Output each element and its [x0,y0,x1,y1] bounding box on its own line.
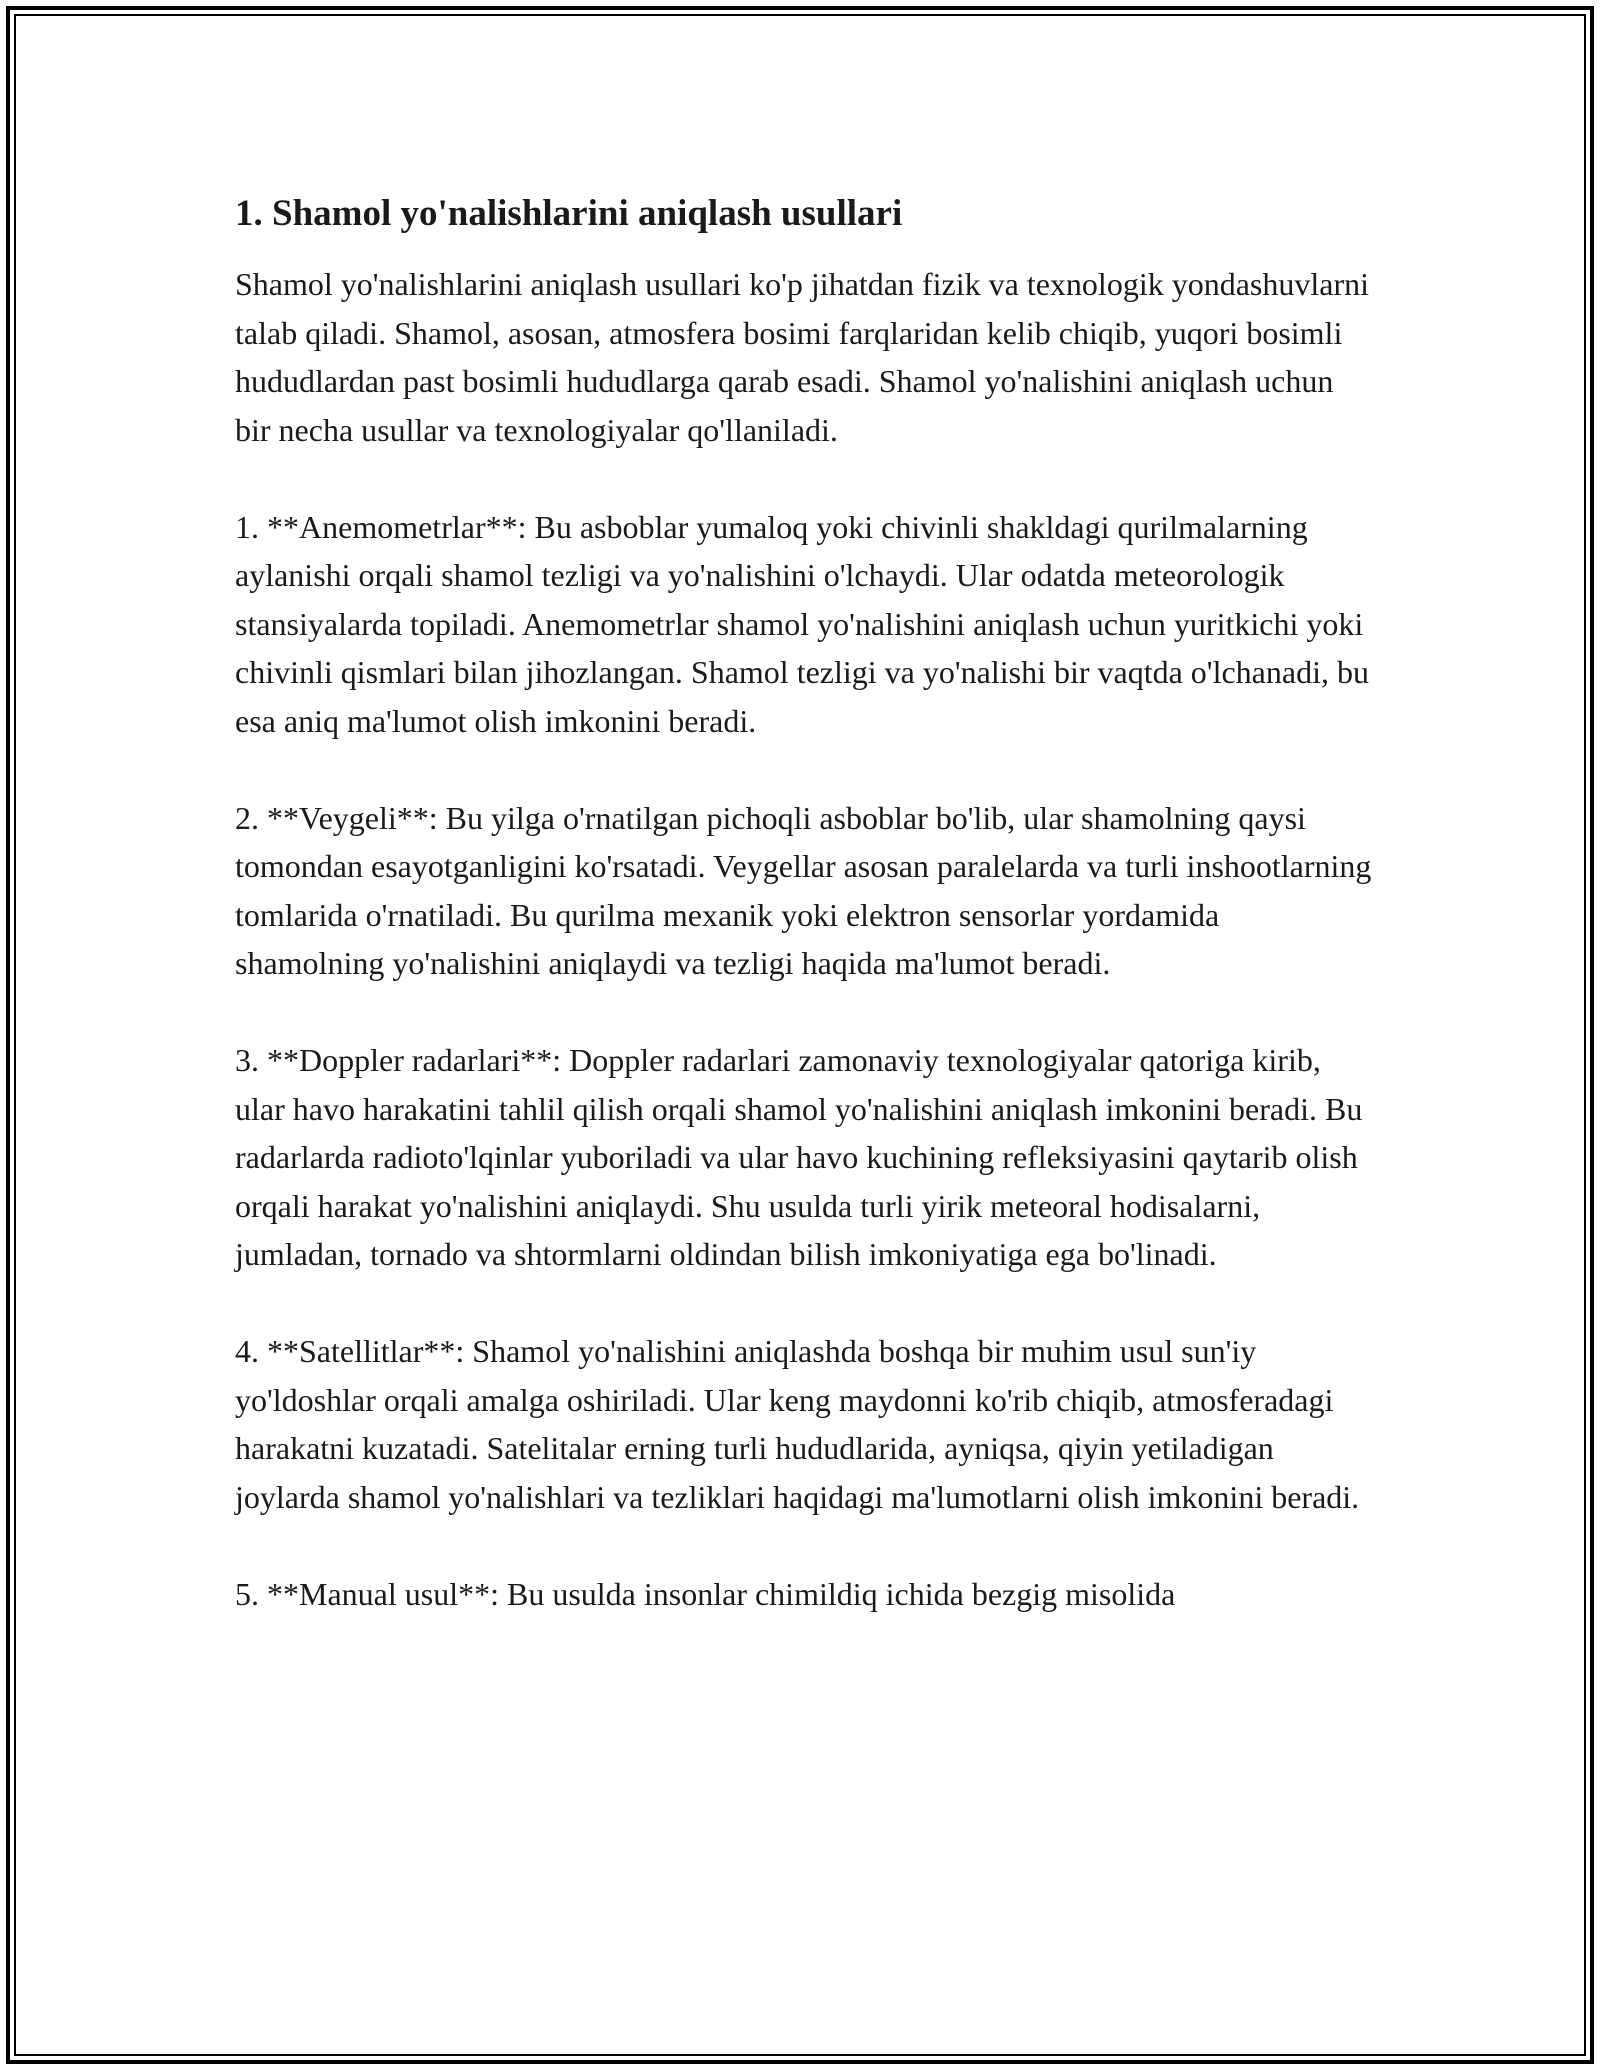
paragraph-doppler-radarlari: 3. **Doppler radarlari**: Doppler radarlari zamonaviy texnologiyalar qatoriga kirib, ular havo harakatini tahlil qilish orqali shamol yo'nalishini aniqlash imkonini beradi. Bu radarlarda radioto'lqinlar yuboriladi va ular havo kuchining refleksiyasini qaytarib olish orqali harakat yo'nalishini aniqlaydi. Shu usulda turli yirik meteoral hodisalarni, jumladan, tornado va shtormlarni oldindan bilish imkoniyatiga ega bo'linadi. [235,1042,1363,1272]
paragraph-veygeli: 2. **Veygeli**: Bu yilga o'rnatilgan pichoqli asboblar bo'lib, ular shamolning qaysi tomondan esayotganligini ko'rsatadi. Veygellar asosan paralelarda va turli inshootlarning tomlarida o'rnatiladi. Bu qurilma mexanik yoki elektron sensorlar yordamida shamolning yo'nalishini aniqlaydi va tezligi haqida ma'lumot beradi. [235,799,1372,981]
document-body [235,190,1375,1667]
paragraph-satellitlar: 4. **Satellitlar**: Shamol yo'nalishini aniqlashda boshqa bir muhim usul sun'iy yo'ldoshlar orqali amalga oshiriladi. Ular keng maydonni ko'rib chiqib, atmosferadagi harakatni kuzatadi. Satelitalar erning turli hududlarida, ayniqsa, qiyin yetiladigan joylarda shamol yo'nalishlari va tezliklari haqidagi ma'lumotlarni olish imkonini beradi. [235,1333,1360,1515]
intro-paragraph: Shamol yo'nalishlarini aniqlash usullari ko'p jihatdan fizik va texnologik yondashuvlarni talab qiladi. Shamol, asosan, atmosfera bosimi farqlaridan kelib chiqib, yuqori bosimli hududlardan past bosimli hududlarga qarab esadi. Shamol yo'nalishini aniqlash uchun bir necha usullar va texnologiyalar qo'llaniladi. [235,266,1369,448]
paragraph-manual-usul: 5. **Manual usul**: Bu usulda insonlar chimildiq ichida bezgig misolida [235,1575,1176,1612]
section-heading: 1. Shamol yo'nalishlarini aniqlash usullari [235,193,903,234]
paragraph-anemometrlar: 1. **Anemometrlar**: Bu asboblar yumaloq yoki chivinli shakldagi qurilmalarning aylanishi orqali shamol tezligi va yo'nalishini o'lchaydi. Ular odatda meteorologik stansiyalarda topiladi. Anemometrlar shamol yo'nalishini aniqlash uchun yuritkichi yoki chivinli qismlari bilan jihozlangan. Shamol tezligi va yo'nalishi bir vaqtda o'lchanadi, bu esa aniq ma'lumot olish imkonini beradi. [235,508,1369,739]
